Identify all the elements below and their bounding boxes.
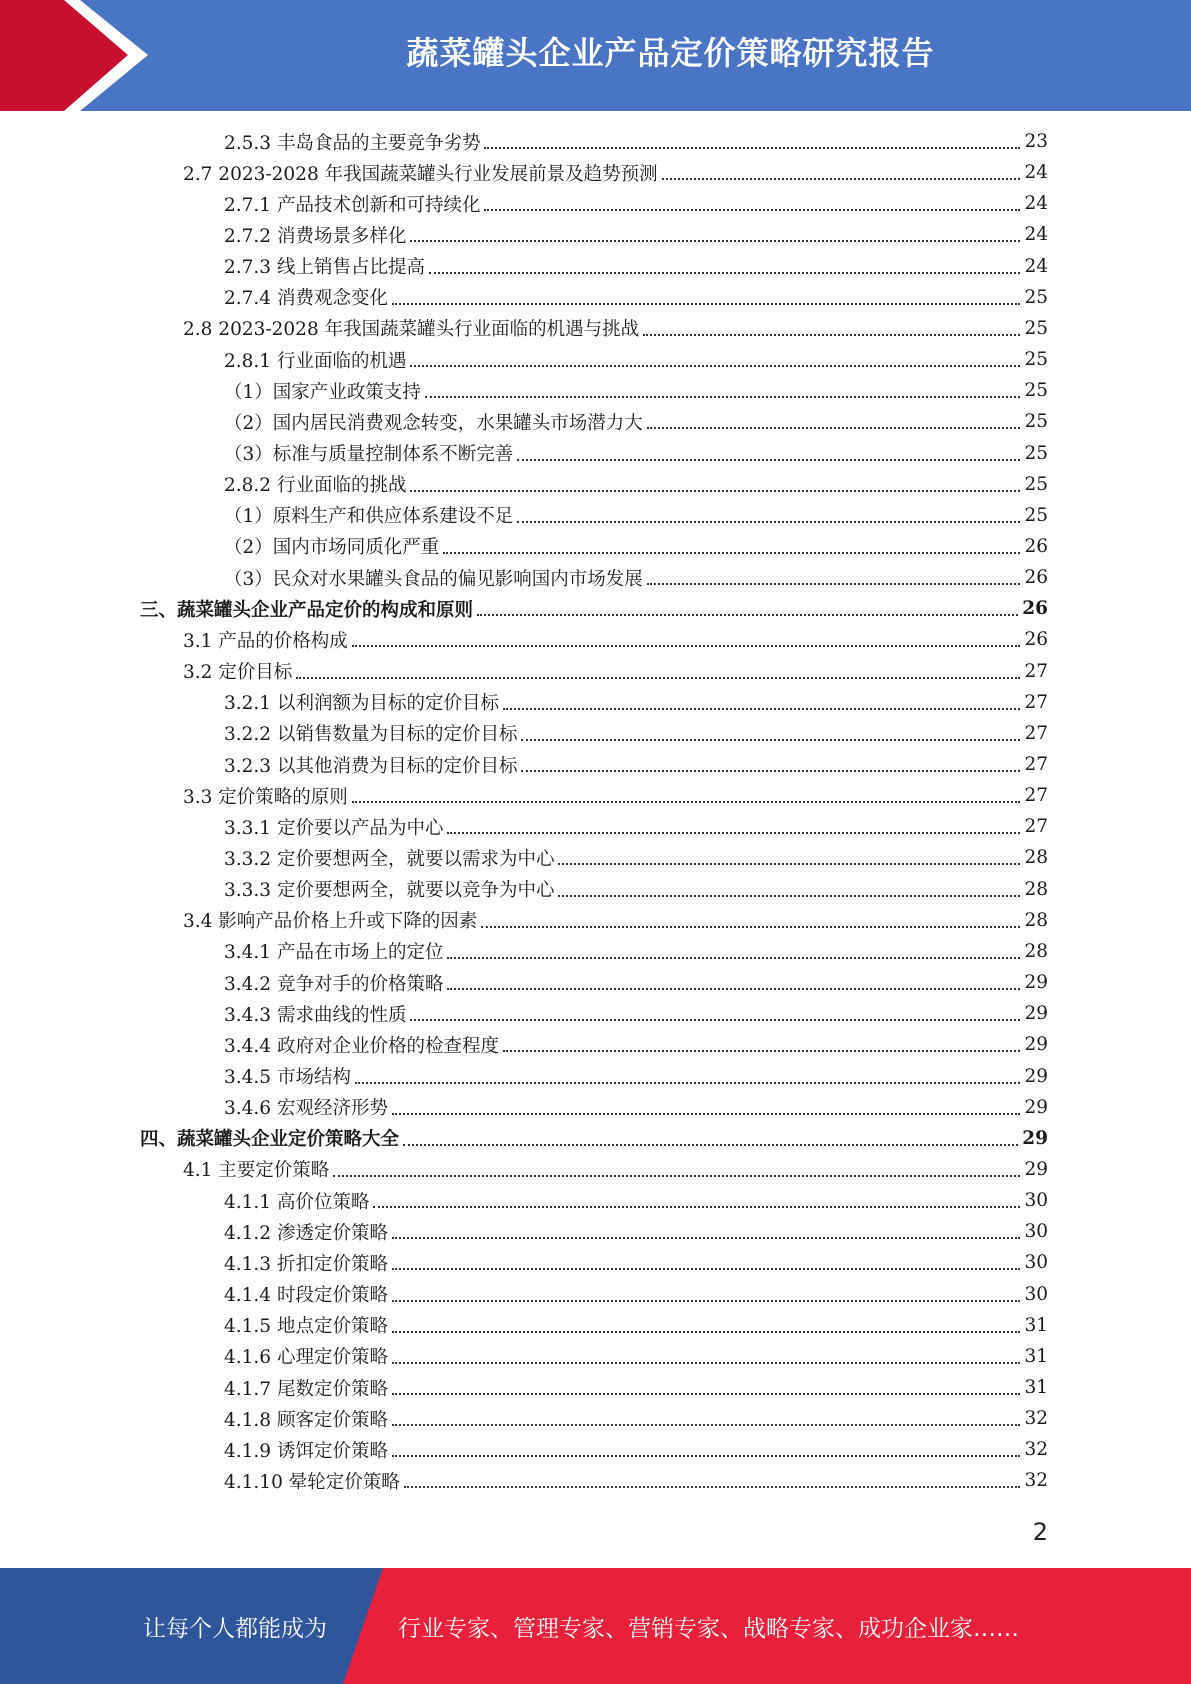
toc-leader-dots <box>392 1268 1020 1270</box>
toc-leader-dots <box>447 957 1020 959</box>
toc-entry-page: 26 <box>1022 598 1048 620</box>
toc-entry[interactable] <box>183 624 1048 655</box>
toc-entry[interactable] <box>224 1341 1048 1372</box>
toc-entry[interactable] <box>224 967 1048 998</box>
toc-entry-title: 3.4.3 需求曲线的性质 <box>224 1004 407 1026</box>
toc-leader-dots <box>410 1019 1020 1021</box>
toc-entry-page: 27 <box>1024 660 1048 682</box>
toc-leader-dots <box>355 1082 1021 1084</box>
toc-entry[interactable] <box>224 500 1048 531</box>
toc-entry-page: 28 <box>1024 909 1048 931</box>
toc-entry-page: 30 <box>1024 1190 1048 1212</box>
toc-entry[interactable] <box>224 811 1048 842</box>
toc-entry[interactable] <box>224 188 1048 219</box>
toc-entry-title: 2.7.4 消费观念变化 <box>224 288 388 310</box>
toc-leader-dots <box>410 490 1020 492</box>
toc-entry-page: 31 <box>1024 1314 1048 1336</box>
toc-entry-title: 3.3.2 定价要想两全，就要以需求为中心 <box>224 848 555 870</box>
toc-leader-dots <box>447 832 1020 834</box>
toc-entry-title: 3.1 产品的价格构成 <box>183 630 348 652</box>
toc-entry-title: 3.4 影响产品价格上升或下降的因素 <box>183 911 478 933</box>
toc-leader-dots <box>517 521 1020 523</box>
toc-entry[interactable] <box>224 344 1048 375</box>
toc-entry-title: 3.2 定价目标 <box>183 662 293 684</box>
toc-entry-page: 29 <box>1024 1096 1048 1118</box>
toc-entry-page: 25 <box>1024 504 1048 526</box>
toc-entry-page: 27 <box>1024 691 1048 713</box>
toc-leader-dots <box>517 459 1020 461</box>
toc-entry-title: 4.1 主要定价策略 <box>183 1160 330 1182</box>
toc-entry-page: 29 <box>1022 1127 1048 1149</box>
toc-entry-title: 3.2.3 以其他消费为目标的定价目标 <box>224 755 518 777</box>
toc-leader-dots <box>521 770 1020 772</box>
toc-entry-title: 3.4.1 产品在市场上的定位 <box>224 942 444 964</box>
toc-entry-page: 30 <box>1024 1221 1048 1243</box>
toc-entry-title: 4.1.9 诱饵定价策略 <box>224 1440 388 1462</box>
toc-entry-page: 26 <box>1024 535 1048 557</box>
toc-entry[interactable] <box>224 998 1048 1029</box>
toc-entry[interactable] <box>224 1310 1048 1341</box>
toc-entry-title: （1）原料生产和供应体系建设不足 <box>224 506 514 528</box>
toc-entry-title: （2）国内市场同质化严重 <box>224 537 440 559</box>
toc-entry-page: 25 <box>1024 473 1048 495</box>
toc-leader-dots <box>333 1175 1020 1177</box>
toc-entry-title: 3.2.2 以销售数量为目标的定价目标 <box>224 724 518 746</box>
toc-entry-page: 25 <box>1024 411 1048 433</box>
toc-entry-title: 4.1.6 心理定价策略 <box>224 1347 388 1369</box>
toc-entry[interactable] <box>224 1029 1048 1060</box>
toc-leader-dots <box>425 396 1021 398</box>
toc-leader-dots <box>410 240 1020 242</box>
toc-leader-dots <box>352 645 1021 647</box>
toc-entry-title: 3.3 定价策略的原则 <box>183 786 348 808</box>
toc-leader-dots <box>352 801 1021 803</box>
toc-leader-dots <box>558 863 1020 865</box>
header-banner <box>0 0 1191 111</box>
toc-entry[interactable] <box>224 936 1048 967</box>
toc-entry-page: 25 <box>1024 380 1048 402</box>
toc-entry-page: 28 <box>1024 847 1048 869</box>
toc-leader-dots <box>484 147 1020 149</box>
toc-entry[interactable] <box>224 531 1048 562</box>
toc-entry[interactable] <box>224 1061 1048 1092</box>
toc-leader-dots <box>392 1393 1020 1395</box>
toc-entry[interactable] <box>224 1216 1048 1247</box>
toc-entry[interactable] <box>183 905 1048 936</box>
toc-entry-title: 3.4.4 政府对企业价格的检查程度 <box>224 1035 499 1057</box>
toc-entry-page: 29 <box>1024 1003 1048 1025</box>
toc-entry[interactable] <box>224 438 1048 469</box>
toc-entry-title: 2.7 2023-2028 年我国蔬菜罐头行业发展前景及趋势预测 <box>183 163 658 185</box>
toc-entry-title: 3.3.1 定价要以产品为中心 <box>224 817 444 839</box>
toc-entry-title: 2.8.2 行业面临的挑战 <box>224 475 407 497</box>
toc-leader-dots <box>503 708 1020 710</box>
toc-leader-dots <box>521 739 1020 741</box>
toc-entry-title: 2.7.3 线上销售占比提高 <box>224 257 425 279</box>
toc-entry-page: 31 <box>1024 1377 1048 1398</box>
toc-entry-page: 24 <box>1024 193 1048 215</box>
toc-entry-page: 29 <box>1024 1034 1048 1056</box>
toc-entry[interactable] <box>183 780 1048 811</box>
toc-leader-dots <box>477 614 1018 616</box>
toc-entry-page: 26 <box>1024 567 1048 589</box>
toc-leader-dots <box>429 272 1020 274</box>
toc-entry-page: 29 <box>1024 1065 1048 1087</box>
toc-entry[interactable] <box>224 282 1048 313</box>
toc-entry-page: 30 <box>1024 1283 1048 1305</box>
toc-leader-dots <box>558 895 1020 897</box>
toc-entry[interactable] <box>224 1403 1048 1434</box>
toc-entry-title: （3）标准与质量控制体系不断完善 <box>224 444 514 465</box>
toc-entry[interactable] <box>140 593 1048 624</box>
toc-entry[interactable] <box>224 1372 1048 1403</box>
toc-entry-title: 4.1.2 渗透定价策略 <box>224 1222 388 1244</box>
toc-leader-dots <box>447 988 1020 990</box>
toc-entry-page: 30 <box>1024 1252 1048 1274</box>
toc-entry-page: 31 <box>1024 1345 1048 1367</box>
toc-leader-dots <box>484 209 1020 211</box>
toc-entry[interactable] <box>224 406 1048 437</box>
toc-entry-page: 24 <box>1024 224 1048 246</box>
toc-entry[interactable] <box>224 1279 1048 1310</box>
toc-entry[interactable] <box>224 562 1048 593</box>
toc-entry-title: 3.4.5 市场结构 <box>224 1067 351 1088</box>
toc-leader-dots <box>404 1486 1021 1488</box>
toc-entry-page: 32 <box>1024 1439 1048 1461</box>
toc-entry-page: 27 <box>1024 754 1048 775</box>
toc-leader-dots <box>392 1113 1020 1115</box>
toc-entry-title: 三、蔬菜罐头企业产品定价的构成和原则 <box>140 599 474 621</box>
toc-leader-dots <box>410 365 1020 367</box>
toc-entry[interactable] <box>183 656 1048 687</box>
toc-entry-page: 24 <box>1024 255 1048 277</box>
toc-entry[interactable] <box>224 718 1048 749</box>
toc-entry-title: 2.8 2023-2028 年我国蔬菜罐头行业面临的机遇与挑战 <box>183 319 640 341</box>
page-number: 2 <box>1032 1518 1048 1546</box>
toc-entry-page: 23 <box>1024 131 1048 152</box>
toc-leader-dots <box>403 1144 1018 1146</box>
toc-entry-page: 26 <box>1024 629 1048 651</box>
toc-entry[interactable] <box>183 157 1048 188</box>
toc-leader-dots <box>503 1050 1020 1052</box>
toc-entry[interactable] <box>224 1185 1048 1216</box>
toc-leader-dots <box>392 1455 1020 1457</box>
toc-leader-dots <box>392 1331 1020 1333</box>
toc-entry-title: 4.1.10 晕轮定价策略 <box>224 1471 400 1493</box>
toc-leader-dots <box>296 677 1020 679</box>
toc-entry[interactable] <box>224 469 1048 500</box>
toc-leader-dots <box>392 1362 1020 1364</box>
toc-entry-title: 2.7.2 消费场景多样化 <box>224 225 407 247</box>
toc-entry[interactable] <box>224 219 1048 250</box>
toc-entry-title: 2.7.1 产品技术创新和可持续化 <box>224 194 481 216</box>
toc-entry[interactable] <box>183 313 1048 344</box>
toc-entry[interactable] <box>224 375 1048 406</box>
toc-entry-title: 4.1.5 地点定价策略 <box>224 1316 388 1338</box>
toc-leader-dots <box>392 1300 1020 1302</box>
toc-entry-page: 27 <box>1024 816 1048 838</box>
toc-entry-page: 25 <box>1024 286 1048 308</box>
toc-entry[interactable] <box>224 1434 1048 1465</box>
toc-leader-dots <box>392 303 1020 305</box>
toc-entry-page: 25 <box>1024 442 1048 464</box>
toc-entry[interactable] <box>224 1465 1048 1496</box>
toc-entry-title: 3.2.1 以利润额为目标的定价目标 <box>224 693 499 715</box>
toc-entry[interactable] <box>224 687 1048 718</box>
toc-entry-title: 4.1.4 时段定价策略 <box>224 1285 388 1307</box>
toc-entry-page: 24 <box>1024 162 1048 184</box>
toc-entry[interactable] <box>140 1123 1048 1154</box>
toc-entry-page: 27 <box>1024 722 1048 744</box>
toc-entry-title: （2）国内居民消费观念转变，水果罐头市场潜力大 <box>224 412 643 434</box>
toc-entry[interactable] <box>224 126 1048 157</box>
toc-entry-page: 29 <box>1024 972 1048 994</box>
toc-entry-page: 32 <box>1024 1470 1048 1492</box>
toc-entry[interactable] <box>183 1154 1048 1185</box>
toc-entry[interactable] <box>224 749 1048 780</box>
toc-leader-dots <box>392 1424 1020 1426</box>
toc-entry[interactable] <box>224 874 1048 905</box>
toc-entry-title: 4.1.7 尾数定价策略 <box>224 1378 388 1400</box>
toc-leader-dots <box>481 926 1020 928</box>
toc-entry-page: 25 <box>1024 317 1048 339</box>
toc-leader-dots <box>392 1237 1020 1239</box>
toc-entry[interactable] <box>224 251 1048 282</box>
toc-leader-dots <box>662 178 1021 180</box>
footer-slogan-left: 让每个人都能成为 <box>143 1616 327 1642</box>
toc-entry[interactable] <box>224 842 1048 873</box>
toc-leader-dots <box>373 1206 1020 1208</box>
toc-entry-title: （1）国家产业政策支持 <box>224 381 421 403</box>
toc-entry-title: （3）民众对水果罐头食品的偏见影响国内市场发展 <box>224 568 643 590</box>
toc-entry-title: 3.4.2 竞争对手的价格策略 <box>224 973 444 995</box>
toc-entry-title: 3.3.3 定价要想两全，就要以竞争为中心 <box>224 880 555 902</box>
toc-entry-title: 4.1.3 折扣定价策略 <box>224 1253 388 1275</box>
toc-entry-title: 四、蔬菜罐头企业定价策略大全 <box>140 1129 400 1151</box>
footer-banner <box>0 1568 1191 1684</box>
toc-entry-page: 29 <box>1024 1158 1048 1180</box>
toc-entry-page: 28 <box>1024 940 1048 962</box>
toc-leader-dots <box>443 552 1020 554</box>
toc-entry-page: 32 <box>1024 1408 1048 1430</box>
toc-entry-title: 2.5.3 丰岛食品的主要竞争劣势 <box>224 132 481 154</box>
toc-entry-title: 3.4.6 宏观经济形势 <box>224 1098 388 1120</box>
toc-entry-title: 4.1.1 高价位策略 <box>224 1191 370 1213</box>
toc-entry[interactable] <box>224 1092 1048 1123</box>
toc-entry-page: 28 <box>1024 878 1048 900</box>
toc-entry-title: 4.1.8 顾客定价策略 <box>224 1409 388 1431</box>
footer-slogan-right: 行业专家、管理专家、营销专家、战略专家、成功企业家…… <box>398 1616 1019 1642</box>
toc-entry-page: 27 <box>1024 785 1048 807</box>
report-title: 蔬菜罐头企业产品定价策略研究报告 <box>406 34 935 72</box>
toc-leader-dots <box>647 583 1021 585</box>
toc-entry-title: 2.8.1 行业面临的机遇 <box>224 350 407 372</box>
toc-entry[interactable] <box>224 1247 1048 1278</box>
toc-leader-dots <box>647 427 1021 429</box>
toc-entry-page: 25 <box>1024 349 1048 371</box>
toc-leader-dots <box>643 334 1020 336</box>
